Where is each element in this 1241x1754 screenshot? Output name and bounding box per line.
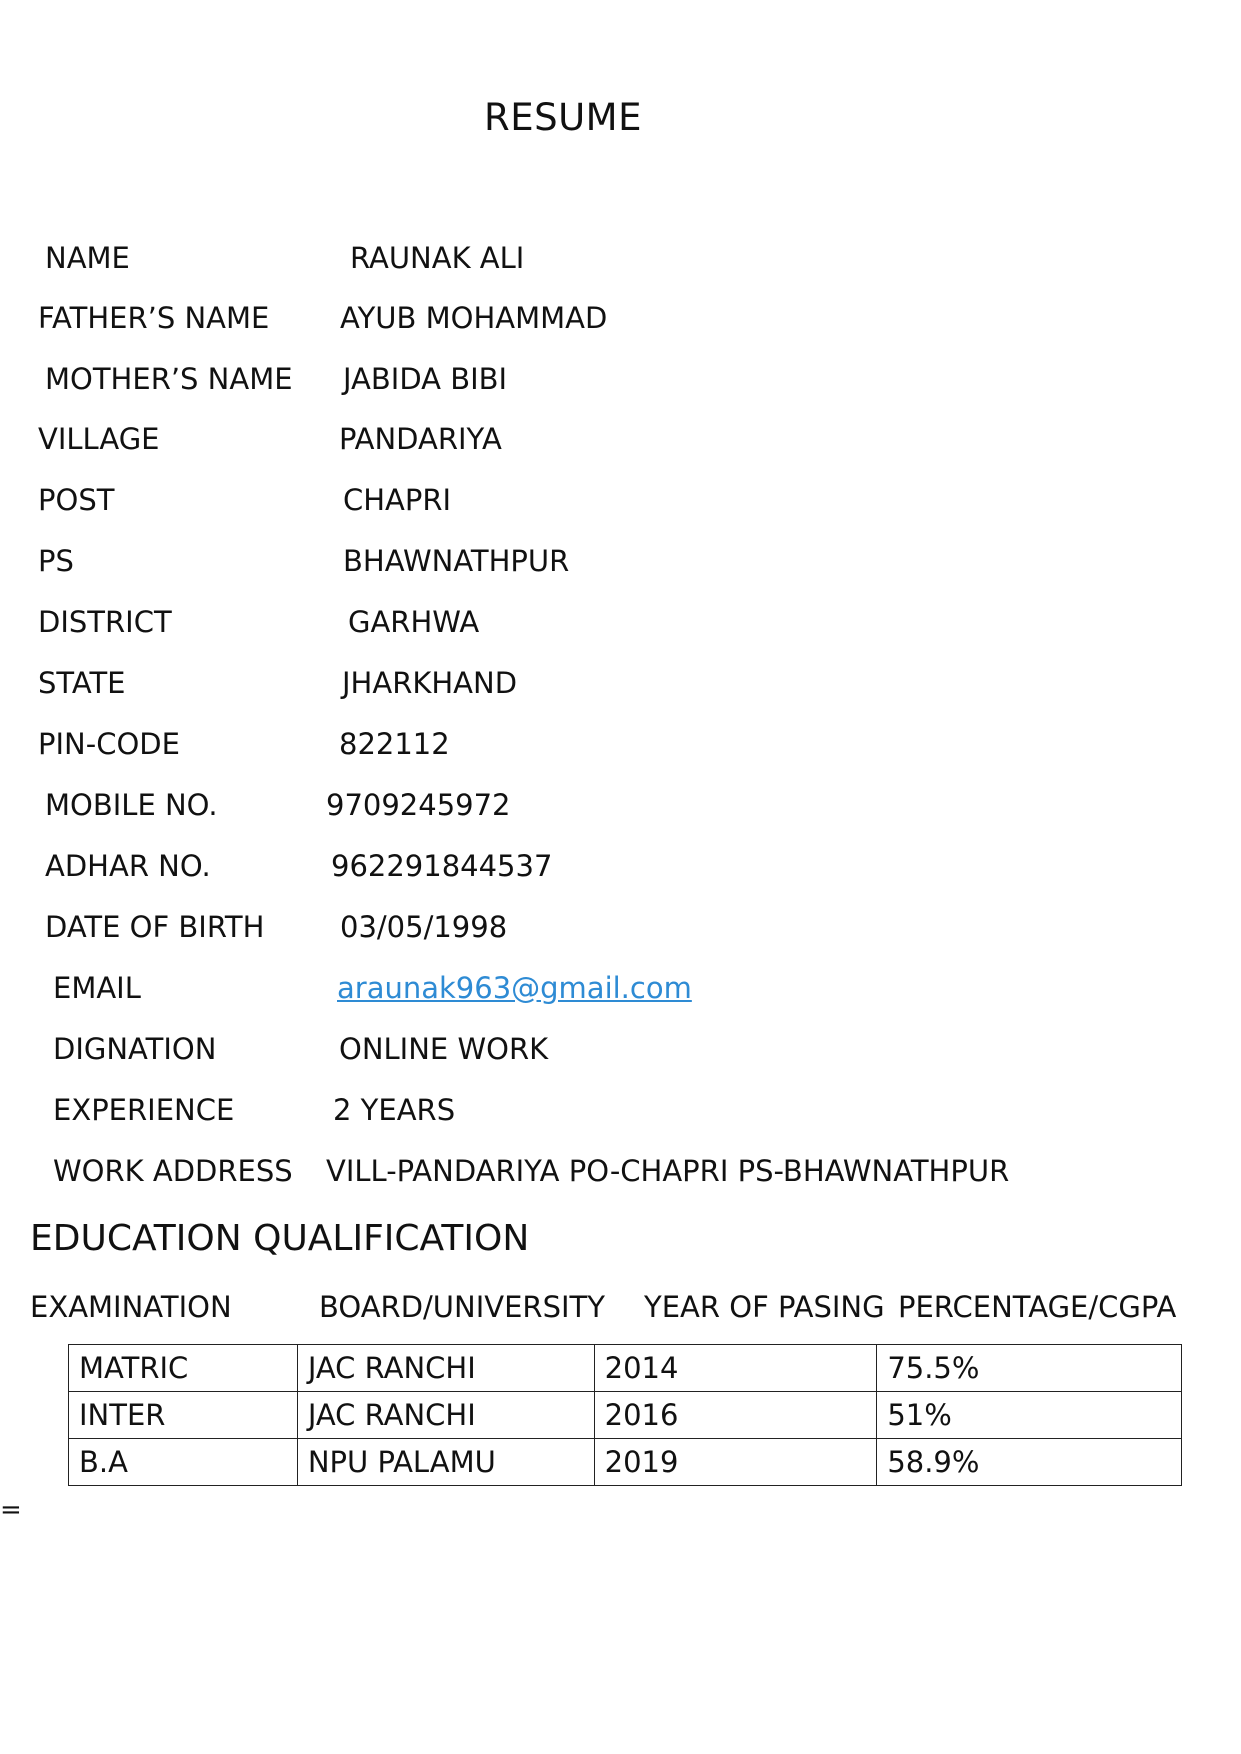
detail-value: PANDARIYA bbox=[339, 422, 502, 456]
detail-value: JABIDA BIBI bbox=[343, 362, 508, 396]
table-cell-year: 2019 bbox=[594, 1439, 877, 1486]
table-cell-year: 2014 bbox=[594, 1345, 877, 1392]
detail-row-district bbox=[0, 605, 1241, 645]
detail-row-mother-name bbox=[0, 362, 1241, 402]
detail-label: DISTRICT bbox=[38, 605, 172, 639]
column-header-board: BOARD/UNIVERSITY bbox=[319, 1290, 605, 1324]
detail-row-ps bbox=[0, 544, 1241, 584]
table-cell-board: NPU PALAMU bbox=[297, 1439, 594, 1486]
education-table bbox=[68, 1344, 1182, 1486]
detail-row-email bbox=[0, 971, 1241, 1011]
table-cell-examination: MATRIC bbox=[69, 1345, 298, 1392]
detail-value: GARHWA bbox=[348, 605, 480, 639]
table-cell-examination: B.A bbox=[69, 1439, 298, 1486]
detail-row-post bbox=[0, 483, 1241, 523]
column-header-year: YEAR OF PASING bbox=[644, 1290, 885, 1324]
detail-label: PS bbox=[38, 544, 74, 578]
table-row bbox=[69, 1392, 1182, 1439]
column-header-examination: EXAMINATION bbox=[30, 1290, 232, 1324]
detail-row-date-of-birth bbox=[0, 910, 1241, 950]
detail-label: DIGNATION bbox=[53, 1032, 217, 1066]
table-cell-percentage: 58.9% bbox=[877, 1439, 1182, 1486]
table-cell-examination: INTER bbox=[69, 1392, 298, 1439]
detail-value: ONLINE WORK bbox=[339, 1032, 549, 1066]
detail-row-experience bbox=[0, 1093, 1241, 1133]
table-cell-board: JAC RANCHI bbox=[297, 1345, 594, 1392]
detail-row-name bbox=[0, 241, 1241, 281]
detail-label: WORK ADDRESS bbox=[53, 1154, 293, 1188]
detail-row-mobile bbox=[0, 788, 1241, 828]
detail-label: VILLAGE bbox=[38, 422, 160, 456]
table-cell-percentage: 75.5% bbox=[877, 1345, 1182, 1392]
detail-value: 03/05/1998 bbox=[340, 910, 508, 944]
table-cell-year: 2016 bbox=[594, 1392, 877, 1439]
detail-row-pin-code bbox=[0, 727, 1241, 767]
table-cell-percentage: 51% bbox=[877, 1392, 1182, 1439]
detail-value: 962291844537 bbox=[331, 849, 553, 883]
detail-label: MOBILE NO. bbox=[45, 788, 218, 822]
detail-label: EXPERIENCE bbox=[53, 1093, 235, 1127]
detail-value: 2 YEARS bbox=[333, 1093, 456, 1127]
detail-row-adhar bbox=[0, 849, 1241, 889]
detail-label: DATE OF BIRTH bbox=[45, 910, 265, 944]
detail-label: NAME bbox=[45, 241, 130, 275]
email-link[interactable]: araunak963@gmail.com bbox=[337, 971, 692, 1005]
detail-label: FATHER’S NAME bbox=[38, 301, 270, 335]
detail-label: MOTHER’S NAME bbox=[45, 362, 293, 396]
page-title: RESUME bbox=[484, 96, 642, 139]
detail-value: JHARKHAND bbox=[342, 666, 518, 700]
detail-value: BHAWNATHPUR bbox=[343, 544, 570, 578]
detail-row-village bbox=[0, 422, 1241, 462]
detail-row-state bbox=[0, 666, 1241, 706]
detail-label: EMAIL bbox=[53, 971, 141, 1005]
detail-row-father-name bbox=[0, 301, 1241, 341]
table-cell-board: JAC RANCHI bbox=[297, 1392, 594, 1439]
detail-value: 822112 bbox=[339, 727, 450, 761]
education-heading: EDUCATION QUALIFICATION bbox=[30, 1218, 530, 1259]
table-row bbox=[69, 1345, 1182, 1392]
detail-value: VILL-PANDARIYA PO-CHAPRI PS-BHAWNATHPUR bbox=[326, 1154, 1010, 1188]
detail-value: 9709245972 bbox=[326, 788, 511, 822]
detail-value: RAUNAK ALI bbox=[350, 241, 525, 275]
column-header-percentage: PERCENTAGE/CGPA bbox=[898, 1290, 1177, 1324]
detail-value: AYUB MOHAMMAD bbox=[340, 301, 608, 335]
detail-label: PIN-CODE bbox=[38, 727, 180, 761]
stray-equals-mark: = bbox=[0, 1495, 22, 1525]
detail-label: ADHAR NO. bbox=[45, 849, 211, 883]
detail-label: STATE bbox=[38, 666, 126, 700]
detail-label: POST bbox=[38, 483, 115, 517]
detail-row-work-address bbox=[0, 1154, 1241, 1194]
detail-row-designation bbox=[0, 1032, 1241, 1072]
detail-value: CHAPRI bbox=[343, 483, 452, 517]
table-row bbox=[69, 1439, 1182, 1486]
